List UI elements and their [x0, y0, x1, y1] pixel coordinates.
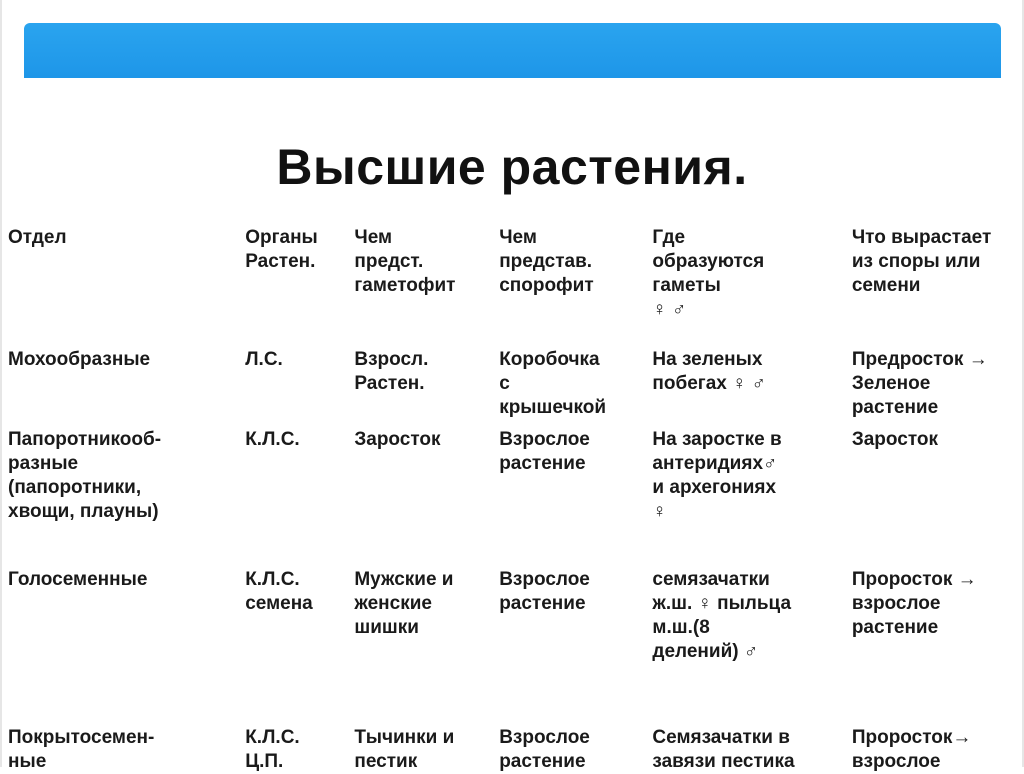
table-row [4, 564, 1020, 722]
cell-text: К.Л.С. семена [245, 569, 313, 614]
header-text: Где образуются гаметы ♀ ♂ [652, 227, 765, 320]
table-cell [648, 722, 847, 774]
cell-text: Проросток → взрослое растение [851, 569, 977, 638]
table-cell [4, 564, 241, 722]
header-text: Отдел [8, 227, 67, 248]
header-text: Органы Растен. [245, 227, 318, 272]
slide-left-edge [0, 0, 2, 767]
table-cell [350, 722, 495, 774]
cell-text: К.Л.С. Ц.П. [245, 727, 300, 772]
header-cell-gametophyte [350, 222, 495, 344]
table-cell [495, 722, 648, 774]
header-cell-gametes [648, 222, 847, 344]
header-cell-sporophyte [495, 222, 648, 344]
table-cell [241, 722, 350, 774]
table-cell [350, 344, 495, 424]
table-cell [495, 424, 648, 564]
cell-text: семязачатки ж.ш. ♀ пыльца м.ш.(8 делений) ♂ [652, 569, 792, 662]
table-row [4, 722, 1020, 774]
cell-text: К.Л.С. [245, 429, 300, 450]
cell-text: Семязачатки в завязи пестика [652, 727, 795, 772]
header-text: Чем представ. спорофит [499, 227, 594, 296]
plant-divisions-table [4, 222, 1020, 774]
table-cell [848, 424, 1020, 564]
cell-text: Папоротникооб- разные (папоротники, хвощи, плауны) [8, 429, 162, 522]
table-header-row [4, 222, 1020, 344]
table-cell [241, 344, 350, 424]
header-cell-growth [848, 222, 1020, 344]
table-cell [648, 564, 847, 722]
cell-text: Заросток [354, 429, 441, 450]
table-cell [648, 344, 847, 424]
table-cell [848, 344, 1020, 424]
cell-text: На зеленых побегах ♀ ♂ [652, 349, 766, 394]
header-text: Чем предст. гаметофит [354, 227, 456, 296]
table-cell [848, 564, 1020, 722]
header-band [24, 23, 1001, 78]
table-cell [848, 722, 1020, 774]
header-cell-division [4, 222, 241, 344]
cell-text: Тычинки и пестик [354, 727, 455, 772]
cell-text: Взрослое растение [499, 569, 590, 614]
cell-text: Проросток→ взрослое [851, 727, 972, 772]
table-row [4, 344, 1020, 424]
cell-text: Взросл. Растен. [354, 349, 429, 394]
table-cell [495, 344, 648, 424]
cell-text: Взрослое растение [499, 727, 590, 772]
table-cell [241, 564, 350, 722]
table-cell [4, 722, 241, 774]
table-cell [4, 424, 241, 564]
table-cell [350, 424, 495, 564]
header-text: Что вырастает из споры или семени [851, 227, 992, 296]
table-cell [350, 564, 495, 722]
table-cell [648, 424, 847, 564]
cell-text: Заросток [851, 429, 938, 450]
table-row [4, 424, 1020, 564]
cell-text: Мохообразные [8, 349, 151, 370]
cell-text: Взрослое растение [499, 429, 590, 474]
cell-text: Мужские и женские шишки [354, 569, 454, 638]
cell-text: Покрытосемен- ные [8, 727, 155, 772]
table-cell [241, 424, 350, 564]
cell-text: На заростке в антеридиях♂ и архегониях ♀ [652, 429, 782, 522]
cell-text: Предросток → Зеленое растение [851, 349, 988, 418]
cell-text: Коробочка с крышечкой [499, 349, 607, 418]
cell-text: Л.С. [245, 349, 283, 370]
slide-title: Высшие растения. [276, 139, 748, 195]
table-cell [495, 564, 648, 722]
cell-text: Голосеменные [8, 569, 148, 590]
table-cell [4, 344, 241, 424]
header-cell-organs [241, 222, 350, 344]
